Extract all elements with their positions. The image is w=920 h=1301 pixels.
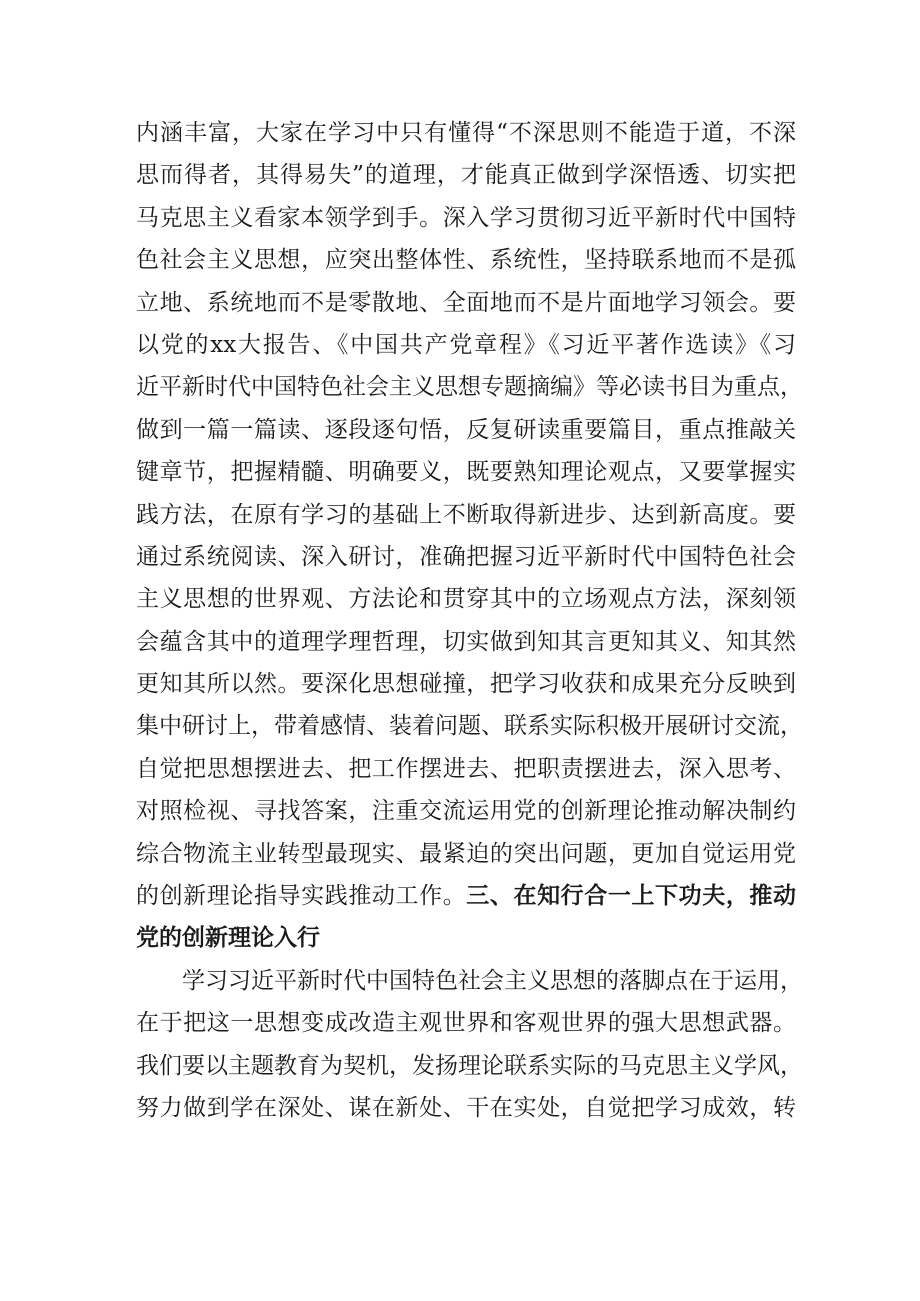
text-line: 会蕴含其中的道理学理哲理，切实做到知其言更知其义、知其然 [136,628,796,655]
text-line: 立地、系统地而不是零散地、全面地而不是片面地学习领会。要 [136,289,796,316]
text-line: 近平新时代中国特色社会主义思想专题摘编》等必读书目为重点， [136,374,803,401]
text-line: 学习习近平新时代中国特色社会主义思想的落脚点在于运用， [182,967,803,994]
section-heading-part1: 三、在知行合一上下功夫，推动 [466,883,797,910]
text-line: 色社会主义思想，应突出整体性、系统性，坚持联系地而不是孤 [136,247,796,274]
text-line-with-heading [136,875,796,917]
text-line: 努力做到学在深处、谋在新处、干在实处，自觉把学习成效，转 [136,1094,796,1121]
text-line: 践方法，在原有学习的基础上不断取得新进步、达到新高度。要 [136,501,796,528]
text-line: 综合物流主业转型最现实、最紧迫的突出问题，更加自觉运用党 [136,840,796,867]
text-line: 内涵丰富，大家在学习中只有懂得“不深思则不能造于道，不深 [136,120,796,146]
text-line: 马克思主义看家本领学到手。深入学习贯彻习近平新时代中国特 [136,204,796,231]
text-line: 更知其所以然。要深化思想碰撞，把学习收获和成果充分反映到 [136,671,796,698]
text-line: 我们要以主题教育为契机，发扬理论联系实际的马克思主义学风， [136,1052,803,1079]
text-line: 做到一篇一篇读、逐段逐句悟，反复研读重要篇目，重点推敲关 [136,416,796,443]
text-line: 键章节，把握精髓、明确要义，既要熟知理论观点，又要掌握实 [136,459,796,486]
text-line: 主义思想的世界观、方法论和贯穿其中的立场观点方法，深刻领 [136,586,796,613]
section-heading-part2: 党的创新理论入行 [136,925,320,952]
text-line: 以党的xx大报告、《中国共产党章程》《习近平著作选读》《习 [136,331,796,358]
text-line: 在于把这一思想变成改造主观世界和客观世界的强大思想武器。 [136,1010,796,1037]
document-body [136,112,803,1129]
text-line: 集中研讨上，带着感情、装着问题、联系实际积极开展研讨交流， [136,713,803,740]
text-line: 自觉把思想摆进去、把工作摆进去、把职责摆进去，深入思考、 [136,755,796,782]
text-line: 思而得者，其得易失”的道理，才能真正做到学深悟透、切实把 [136,162,796,189]
text-line: 对照检视、寻找答案，注重交流运用党的创新理论推动解决制约 [136,798,796,825]
paragraph-end-text: 的创新理论指导实践推动工作。 [136,883,467,910]
text-line: 通过系统阅读、深入研讨，准确把握习近平新时代中国特色社会 [136,543,796,570]
